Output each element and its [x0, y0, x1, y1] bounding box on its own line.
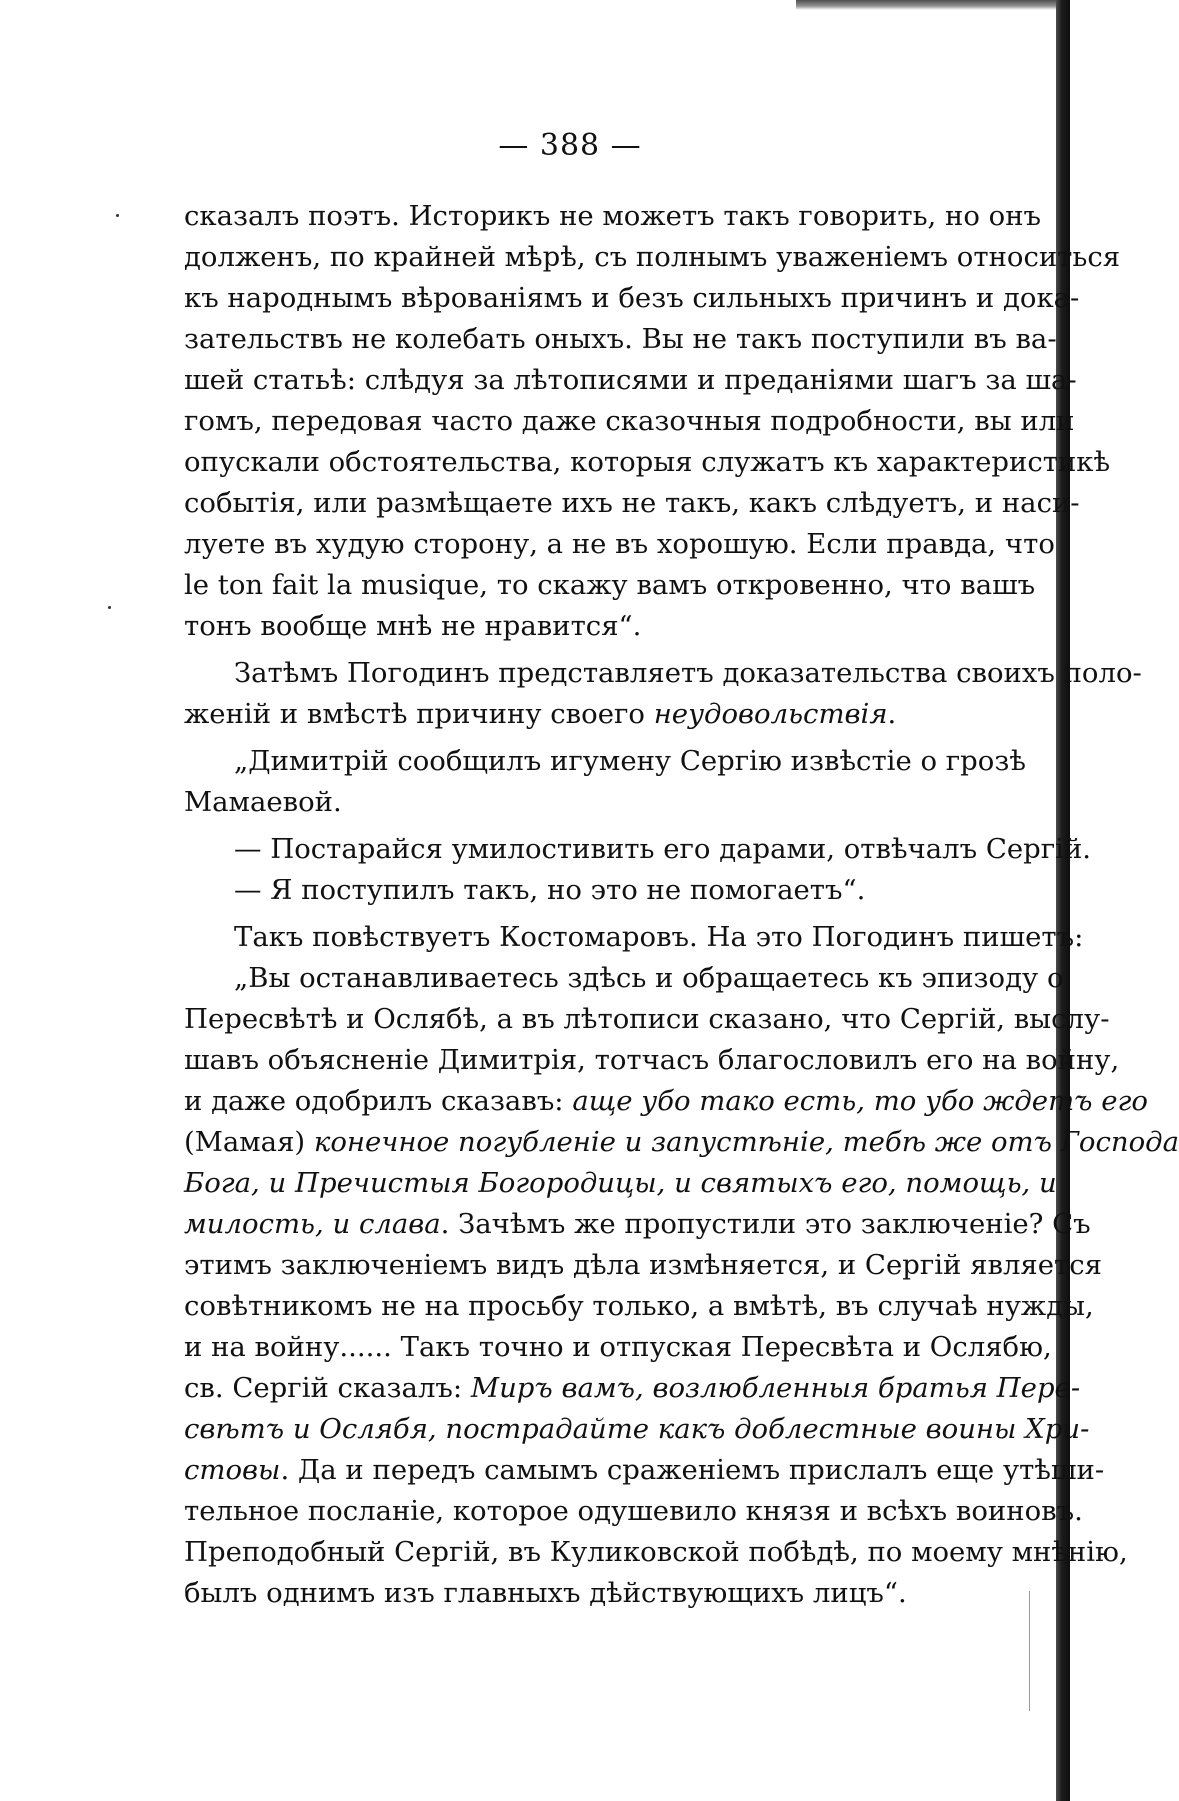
text-line: опускали обстоятельства, которыя служатъ къ характеристикѣ [184, 446, 1111, 478]
paragraph [184, 196, 1121, 647]
text-line: милость, и слава. Зачѣмъ же пропустили это заключеніе? Съ [184, 1208, 1091, 1240]
text-line: „Вы останавливаетесь здѣсь и обращаетесь къ эпизоду о [234, 962, 1064, 994]
text-line: шавъ объясненіе Димитрія, тотчасъ благословилъ его на войну, [184, 1044, 1120, 1076]
page-text [184, 196, 1179, 1614]
text-line: le ton fait la musique, то скажу вамъ откровенно, что вашъ [184, 569, 1036, 601]
text-line: событія, или размѣщаете ихъ не такъ, какъ слѣдуетъ, и наси- [184, 487, 1080, 519]
scan-line [1029, 1591, 1030, 1711]
scan-speck [116, 214, 119, 217]
text-line: гомъ, передовая часто даже сказочныя подробности, вы или [184, 405, 1075, 437]
text-line: Пересвѣтѣ и Ослябѣ, а въ лѣтописи сказано, что Сергій, выслу- [184, 1003, 1110, 1035]
text-line: — Я поступилъ такъ, но это не помогаетъ“. [234, 874, 866, 906]
paragraph [184, 829, 1092, 870]
text-line: зательствъ не колебать оныхъ. Вы не такъ поступили въ ва- [184, 323, 1057, 355]
text-line: (Мамая) конечное погубленіе и запустѣніе, тебѣ же отъ Господа [184, 1126, 1179, 1158]
text-line: шей статьѣ: слѣдуя за лѣтописями и преданіями шагъ за ша- [184, 364, 1077, 396]
text-line: луете въ худую сторону, а не въ хорошую. Если правда, что [184, 528, 1055, 560]
text-line: Бога, и Пречистыя Богородицы, и святыхъ его, помощь, и [184, 1167, 1057, 1199]
text-line: Мамаевой. [184, 786, 342, 818]
text-line: тонъ вообще мнѣ не нравится“. [184, 610, 642, 642]
text-line: долженъ, по крайней мѣрѣ, съ полнымъ уваженіемъ относиться [184, 241, 1121, 273]
paragraph [184, 870, 1020, 911]
text-line: былъ однимъ изъ главныхъ дѣйствующихъ лицъ“. [184, 1577, 907, 1609]
paragraph [184, 741, 1026, 823]
text-line: свѣтъ и Ослябя, пострадайте какъ доблестные воины Хри- [184, 1413, 1090, 1445]
page-number: — 388 — [498, 128, 642, 163]
text-line: — Постарайся умилостивить его дарами, отвѣчалъ Сергій. [234, 833, 1092, 865]
paragraph [184, 958, 1179, 1614]
text-line: и на войну...... Такъ точно и отпуская Пересвѣта и Ослябю, [184, 1331, 1052, 1363]
text-line: тельное посланіе, которое одушевило князя и всѣхъ воиновъ. [184, 1495, 1083, 1527]
text-line: совѣтникомъ не на просьбу только, а вмѣтѣ, въ случаѣ нужды, [184, 1290, 1094, 1322]
text-line: стовы. Да и передъ самымъ сраженіемъ прислалъ еще утѣши- [184, 1454, 1105, 1486]
text-line: Затѣмъ Погодинъ представляетъ доказательства своихъ поло- [234, 657, 1142, 689]
text-line: этимъ заключеніемъ видъ дѣла измѣняется, и Сергій является [184, 1249, 1103, 1281]
text-line: къ народнымъ вѣрованіямъ и безъ сильныхъ причинъ и дока- [184, 282, 1080, 314]
scan-edge-top [796, 0, 1056, 10]
text-line: женій и вмѣстѣ причину своего неудовольствія. [184, 698, 897, 730]
text-line: Такъ повѣствуетъ Костомаровъ. На это Погодинъ пишетъ: [234, 921, 1084, 953]
text-line: Преподобный Сергій, въ Куликовской побѣдѣ, по моему мнѣнію, [184, 1536, 1128, 1568]
text-line: св. Сергій сказалъ: Миръ вамъ, возлюбленныя братья Пере- [184, 1372, 1081, 1404]
text-line: „Димитрій сообщилъ игумену Сергію извѣстіе о грозѣ [234, 745, 1026, 777]
text-line: и даже одобрилъ сказавъ: аще убо тако есть, то убо ждетъ его [184, 1085, 1148, 1117]
paragraph [184, 917, 1084, 958]
text-line: сказалъ поэтъ. Историкъ не можетъ такъ говорить, но онъ [184, 200, 1042, 232]
scan-speck [108, 606, 111, 609]
paragraph [184, 653, 1142, 735]
